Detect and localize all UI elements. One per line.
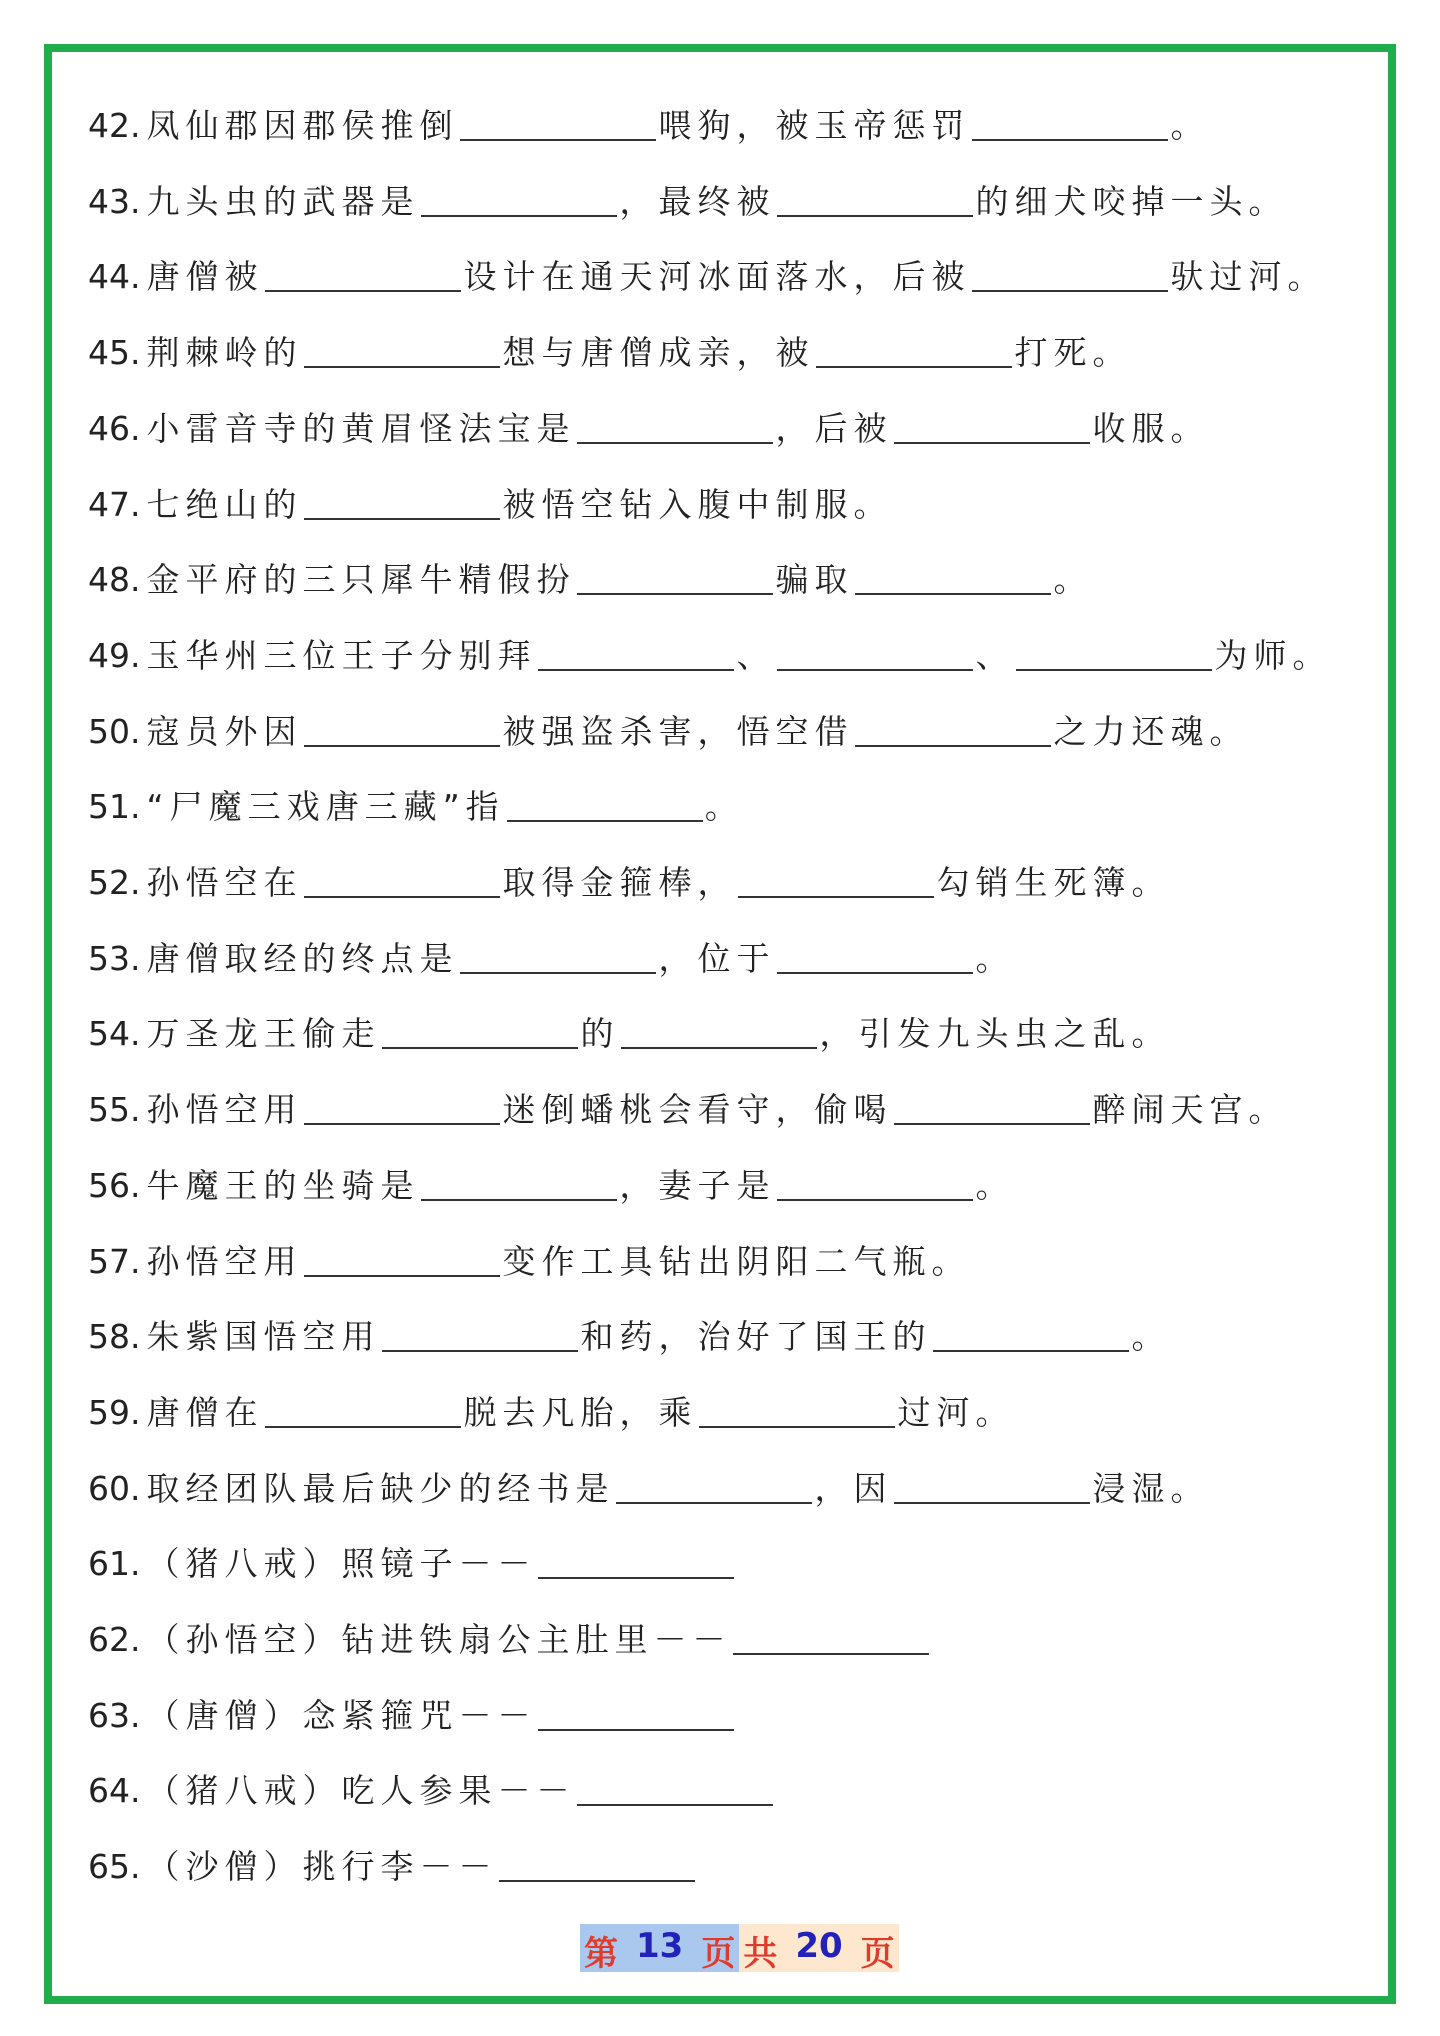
question-53	[88, 937, 1014, 981]
answer-blank[interactable]	[577, 563, 773, 595]
question-text: 被悟空钻入腹中制服。	[502, 485, 893, 524]
question-46	[88, 407, 1209, 451]
question-text: 孙悟空在	[146, 863, 303, 902]
question-number: 63.	[88, 1696, 141, 1735]
question-number: 46.	[88, 409, 141, 448]
answer-blank[interactable]	[460, 109, 656, 141]
answer-blank[interactable]	[304, 1093, 500, 1125]
question-text: 的细犬咬掉一头。	[975, 182, 1288, 221]
question-65	[88, 1845, 697, 1889]
question-61	[88, 1542, 736, 1586]
question-50	[88, 710, 1248, 754]
question-text: ，位于	[658, 939, 776, 978]
answer-blank[interactable]	[972, 260, 1168, 292]
question-text: ，最终被	[619, 182, 776, 221]
question-text: ，引发九头虫之乱。	[819, 1014, 1171, 1053]
question-57	[88, 1240, 970, 1284]
question-text: 和药，治好了国王的	[580, 1317, 932, 1356]
answer-blank[interactable]	[621, 1017, 817, 1049]
question-text: 、	[736, 636, 776, 675]
question-60	[88, 1467, 1209, 1511]
question-text: 唐僧在	[146, 1393, 264, 1432]
question-text: 之力还魂。	[1053, 712, 1249, 751]
question-text: 想与唐僧成亲，被	[502, 333, 815, 372]
answer-blank[interactable]	[577, 412, 773, 444]
question-text: 、	[975, 636, 1015, 675]
question-text: 。	[1053, 560, 1093, 599]
question-text: 。	[975, 939, 1015, 978]
question-42	[88, 104, 1209, 148]
answer-blank[interactable]	[894, 412, 1090, 444]
question-number: 44.	[88, 257, 141, 296]
footer-ye-2: 页	[860, 1934, 895, 1974]
question-number: 42.	[88, 106, 141, 145]
question-52	[88, 861, 1170, 905]
answer-blank[interactable]	[733, 1623, 929, 1655]
question-text: 牛魔王的坐骑是	[146, 1166, 420, 1205]
footer-current-page	[580, 1924, 739, 1972]
answer-blank[interactable]	[538, 1699, 734, 1731]
question-text: ，因	[814, 1469, 893, 1508]
question-56	[88, 1164, 1014, 1208]
answer-blank[interactable]	[699, 1396, 895, 1428]
answer-blank[interactable]	[507, 790, 703, 822]
footer-di: 第	[584, 1934, 618, 1974]
question-text: 寇员外因	[146, 712, 303, 751]
question-text: 朱紫国悟空用	[146, 1317, 381, 1356]
page-footer	[580, 1924, 899, 1972]
question-number: 47.	[88, 485, 141, 524]
question-48	[88, 558, 1092, 602]
answer-blank[interactable]	[382, 1017, 578, 1049]
answer-blank[interactable]	[304, 866, 500, 898]
question-number: 51.	[88, 787, 141, 826]
answer-blank[interactable]	[421, 1169, 617, 1201]
question-text: 的	[580, 1014, 620, 1053]
footer-gong: 共	[743, 1934, 778, 1974]
answer-blank[interactable]	[894, 1472, 1090, 1504]
question-47	[88, 483, 892, 527]
question-64	[88, 1769, 775, 1813]
question-number: 58.	[88, 1317, 141, 1356]
question-text: 九头虫的武器是	[146, 182, 420, 221]
question-text: ，妻子是	[619, 1166, 776, 1205]
answer-blank[interactable]	[972, 109, 1168, 141]
question-text: 荆棘岭的	[146, 333, 303, 372]
question-text: 迷倒蟠桃会看守，偷喝	[502, 1090, 893, 1129]
answer-blank[interactable]	[577, 1774, 773, 1806]
answer-blank[interactable]	[538, 1547, 734, 1579]
question-number: 52.	[88, 863, 141, 902]
question-63	[88, 1694, 736, 1738]
question-text: 骗取	[775, 560, 854, 599]
question-text: 过河。	[897, 1393, 1015, 1432]
answer-blank[interactable]	[816, 336, 1012, 368]
question-text: 勾销生死簿。	[936, 863, 1171, 902]
question-number: 57.	[88, 1242, 141, 1281]
question-text: （猪八戒）吃人参果－－	[146, 1771, 576, 1810]
question-text: 万圣龙王偷走	[146, 1014, 381, 1053]
question-text: 。	[975, 1166, 1015, 1205]
footer-total-number: 20	[795, 1926, 843, 1966]
question-number: 61.	[88, 1544, 141, 1583]
question-text: 脱去凡胎，乘	[463, 1393, 698, 1432]
answer-blank[interactable]	[499, 1850, 695, 1882]
question-number: 43.	[88, 182, 141, 221]
question-number: 48.	[88, 560, 141, 599]
question-number: 53.	[88, 939, 141, 978]
question-58	[88, 1315, 1170, 1359]
answer-blank[interactable]	[933, 1320, 1129, 1352]
answer-blank[interactable]	[304, 1245, 500, 1277]
answer-blank[interactable]	[777, 185, 973, 217]
answer-blank[interactable]	[1016, 639, 1212, 671]
question-text: 。	[704, 787, 744, 826]
question-text: 为师。	[1214, 636, 1332, 675]
question-text: ，后被	[775, 409, 893, 448]
answer-blank[interactable]	[616, 1472, 812, 1504]
question-text: （孙悟空）钻进铁扇公主肚里－－	[146, 1620, 732, 1659]
answer-blank[interactable]	[304, 715, 500, 747]
question-text: 凤仙郡因郡侯推倒	[146, 106, 459, 145]
question-text: 玉华州三位王子分别拜	[146, 636, 537, 675]
question-51	[88, 785, 744, 829]
answer-blank[interactable]	[777, 942, 973, 974]
question-text: 取经团队最后缺少的经书是	[146, 1469, 615, 1508]
question-number: 49.	[88, 636, 141, 675]
question-text: 唐僧被	[146, 257, 264, 296]
question-number: 64.	[88, 1771, 141, 1810]
question-62	[88, 1618, 931, 1662]
question-55	[88, 1088, 1287, 1132]
question-text: 喂狗，被玉帝惩罚	[658, 106, 971, 145]
answer-blank[interactable]	[304, 488, 500, 520]
footer-current-number: 13	[636, 1926, 684, 1966]
question-text: 醉闹天宫。	[1092, 1090, 1288, 1129]
question-text: 浸湿。	[1092, 1469, 1210, 1508]
answer-blank[interactable]	[738, 866, 934, 898]
answer-blank[interactable]	[777, 1169, 973, 1201]
answer-blank[interactable]	[894, 1093, 1090, 1125]
question-text: 被强盗杀害，悟空借	[502, 712, 854, 751]
answer-blank[interactable]	[265, 1396, 461, 1428]
footer-ye: 页	[701, 1934, 736, 1974]
question-text: （猪八戒）照镜子－－	[146, 1544, 537, 1583]
question-text: 打死。	[1014, 333, 1132, 372]
question-text: 设计在通天河冰面落水，后被	[463, 257, 971, 296]
question-text: 取得金箍棒，	[502, 863, 737, 902]
answer-blank[interactable]	[855, 715, 1051, 747]
answer-blank[interactable]	[855, 563, 1051, 595]
question-text: 。	[1131, 1317, 1171, 1356]
question-text: “尸魔三戏唐三藏”指	[146, 787, 505, 826]
question-text: 孙悟空用	[146, 1090, 303, 1129]
question-54	[88, 1012, 1170, 1056]
answer-blank[interactable]	[538, 639, 734, 671]
footer-total-pages	[739, 1924, 898, 1972]
question-number: 50.	[88, 712, 141, 751]
question-number: 59.	[88, 1393, 141, 1432]
question-text: （沙僧）挑行李－－	[146, 1847, 498, 1886]
answer-blank[interactable]	[304, 336, 500, 368]
question-text: 七绝山的	[146, 485, 303, 524]
question-text: 收服。	[1092, 409, 1210, 448]
answer-blank[interactable]	[265, 260, 461, 292]
answer-blank[interactable]	[382, 1320, 578, 1352]
question-text: 小雷音寺的黄眉怪法宝是	[146, 409, 576, 448]
question-number: 55.	[88, 1090, 141, 1129]
question-text: （唐僧）念紧箍咒－－	[146, 1696, 537, 1735]
question-text: 。	[1170, 106, 1210, 145]
question-text: 唐僧取经的终点是	[146, 939, 459, 978]
question-49	[88, 634, 1331, 678]
question-number: 60.	[88, 1469, 141, 1508]
question-43	[88, 180, 1287, 224]
question-text: 变作工具钻出阴阳二气瓶。	[502, 1242, 971, 1281]
answer-blank[interactable]	[460, 942, 656, 974]
question-number: 65.	[88, 1847, 141, 1886]
question-text: 金平府的三只犀牛精假扮	[146, 560, 576, 599]
answer-blank[interactable]	[777, 639, 973, 671]
question-number: 54.	[88, 1014, 141, 1053]
question-number: 45.	[88, 333, 141, 372]
question-text: 孙悟空用	[146, 1242, 303, 1281]
question-45	[88, 331, 1131, 375]
question-44	[88, 255, 1326, 299]
question-59	[88, 1391, 1014, 1435]
answer-blank[interactable]	[421, 185, 617, 217]
question-number: 56.	[88, 1166, 141, 1205]
question-number: 62.	[88, 1620, 141, 1659]
question-text: 驮过河。	[1170, 257, 1327, 296]
